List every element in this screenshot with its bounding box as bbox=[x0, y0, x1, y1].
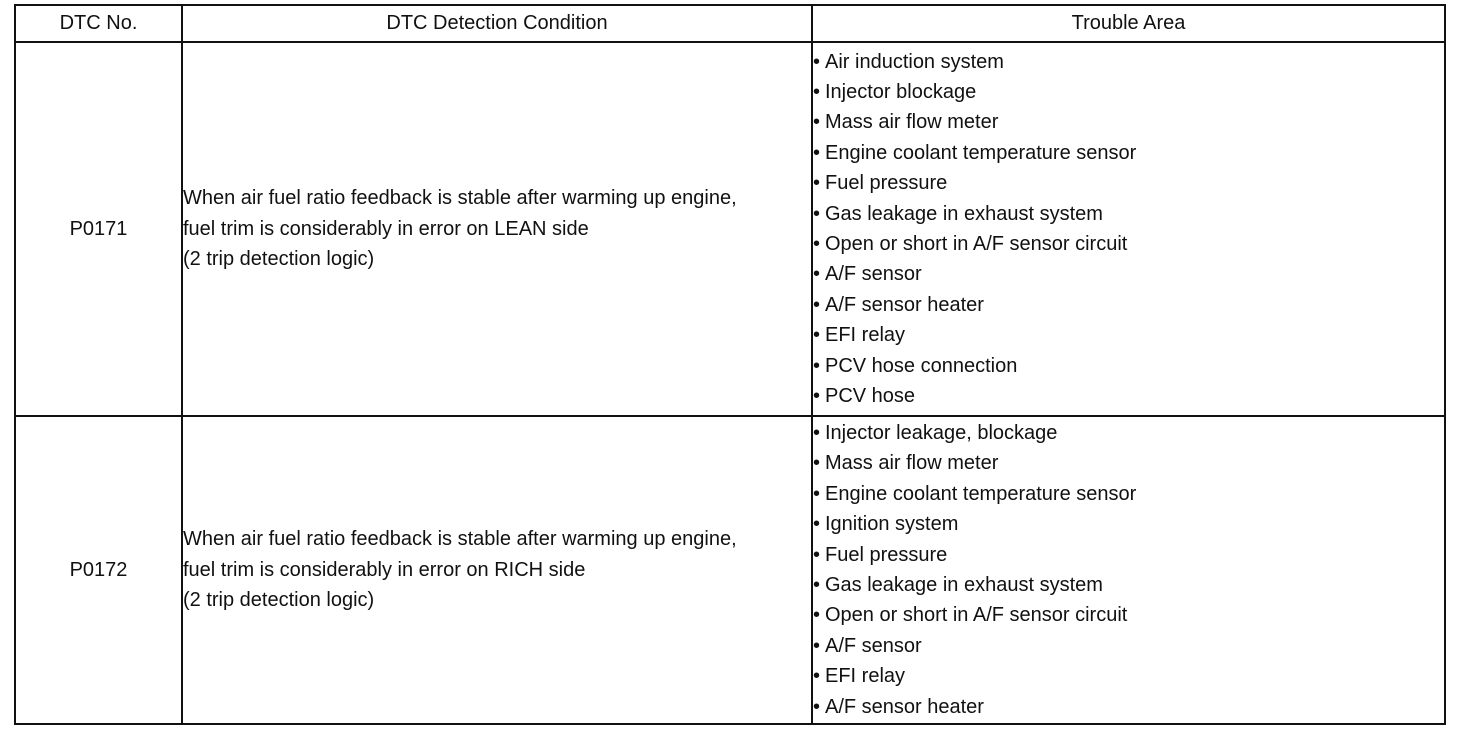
list-item bbox=[813, 229, 1444, 259]
bullet-icon: • bbox=[813, 665, 821, 688]
trouble-area-item: Air induction system bbox=[825, 50, 1004, 73]
trouble-area-item: A/F sensor bbox=[825, 634, 922, 657]
list-item bbox=[813, 540, 1444, 570]
dtc-code-cell: P0171 bbox=[15, 42, 182, 416]
bullet-icon: • bbox=[813, 452, 821, 475]
list-item bbox=[813, 47, 1444, 77]
condition-line: (2 trip detection logic) bbox=[183, 589, 375, 612]
trouble-area-item: EFI relay bbox=[825, 324, 906, 347]
bullet-icon: • bbox=[813, 634, 821, 657]
header-detection-condition: DTC Detection Condition bbox=[182, 5, 812, 42]
list-item bbox=[813, 570, 1444, 600]
table-row-p0171 bbox=[15, 42, 1445, 416]
list-item bbox=[813, 320, 1444, 350]
trouble-area-item: Open or short in A/F sensor circuit bbox=[825, 604, 1128, 627]
list-item bbox=[813, 107, 1444, 137]
list-item bbox=[813, 661, 1444, 691]
trouble-area-item: Injector leakage, blockage bbox=[825, 421, 1058, 444]
condition-line: When air fuel ratio feedback is stable after warming up engine, bbox=[183, 187, 737, 210]
header-row bbox=[15, 5, 1445, 42]
list-item bbox=[813, 77, 1444, 107]
list-item bbox=[813, 381, 1444, 411]
trouble-area-item: Mass air flow meter bbox=[825, 111, 999, 134]
trouble-area-cell bbox=[812, 416, 1445, 724]
bullet-icon: • bbox=[813, 604, 821, 627]
bullet-icon: • bbox=[813, 233, 821, 255]
trouble-area-item: A/F sensor bbox=[825, 263, 922, 286]
bullet-icon: • bbox=[813, 421, 821, 444]
bullet-icon: • bbox=[813, 263, 821, 286]
list-item bbox=[813, 138, 1444, 168]
table-row-p0172 bbox=[15, 416, 1445, 724]
bullet-icon: • bbox=[813, 141, 821, 164]
trouble-area-item: Engine coolant temperature sensor bbox=[825, 141, 1137, 164]
condition-line: fuel trim is considerably in error on LEAN side bbox=[183, 217, 589, 240]
trouble-area-item: A/F sensor heater bbox=[825, 293, 984, 316]
trouble-area-item: Open or short in A/F sensor circuit bbox=[825, 233, 1128, 255]
list-item bbox=[813, 479, 1444, 509]
trouble-area-item: Injector blockage bbox=[825, 80, 977, 103]
bullet-icon: • bbox=[813, 202, 821, 225]
list-item bbox=[813, 600, 1444, 630]
condition-line: When air fuel ratio feedback is stable after warming up engine, bbox=[183, 528, 737, 551]
trouble-area-item: Mass air flow meter bbox=[825, 452, 999, 475]
trouble-area-item: Ignition system bbox=[825, 513, 959, 536]
trouble-area-item: PCV hose connection bbox=[825, 354, 1018, 377]
trouble-area-item: Engine coolant temperature sensor bbox=[825, 482, 1137, 505]
trouble-area-item: EFI relay bbox=[825, 665, 906, 688]
bullet-icon: • bbox=[813, 111, 821, 134]
dtc-code-cell: P0172 bbox=[15, 416, 182, 724]
trouble-area-item: A/F sensor heater bbox=[825, 695, 984, 718]
bullet-icon: • bbox=[813, 482, 821, 505]
list-item bbox=[813, 631, 1444, 661]
bullet-icon: • bbox=[813, 50, 821, 73]
bullet-icon: • bbox=[813, 80, 821, 103]
trouble-area-item: PCV hose bbox=[825, 385, 916, 408]
bullet-icon: • bbox=[813, 354, 821, 377]
list-item bbox=[813, 290, 1444, 320]
list-item bbox=[813, 448, 1444, 478]
list-item bbox=[813, 418, 1444, 448]
trouble-area-cell bbox=[812, 42, 1445, 416]
header-dtc-no: DTC No. bbox=[15, 5, 182, 42]
trouble-area-item: Fuel pressure bbox=[825, 543, 948, 566]
bullet-icon: • bbox=[813, 385, 821, 408]
bullet-icon: • bbox=[813, 172, 821, 195]
list-item bbox=[813, 351, 1444, 381]
list-item bbox=[813, 692, 1444, 722]
detection-condition-cell bbox=[182, 42, 812, 416]
bullet-icon: • bbox=[813, 695, 821, 718]
detection-condition-cell bbox=[182, 416, 812, 724]
bullet-icon: • bbox=[813, 513, 821, 536]
list-item bbox=[813, 168, 1444, 198]
bullet-icon: • bbox=[813, 543, 821, 566]
bullet-icon: • bbox=[813, 293, 821, 316]
bullet-icon: • bbox=[813, 324, 821, 347]
trouble-area-item: Gas leakage in exhaust system bbox=[825, 574, 1103, 596]
trouble-area-list bbox=[813, 47, 1444, 412]
condition-line: (2 trip detection logic) bbox=[183, 248, 375, 271]
bullet-icon: • bbox=[813, 574, 821, 596]
dtc-table bbox=[14, 4, 1446, 725]
list-item bbox=[813, 199, 1444, 229]
condition-line: fuel trim is considerably in error on RICH side bbox=[183, 558, 586, 581]
header-trouble-area: Trouble Area bbox=[812, 5, 1445, 42]
trouble-area-item: Gas leakage in exhaust system bbox=[825, 202, 1103, 225]
trouble-area-list bbox=[813, 418, 1444, 722]
list-item bbox=[813, 509, 1444, 539]
trouble-area-item: Fuel pressure bbox=[825, 172, 948, 195]
list-item bbox=[813, 259, 1444, 289]
